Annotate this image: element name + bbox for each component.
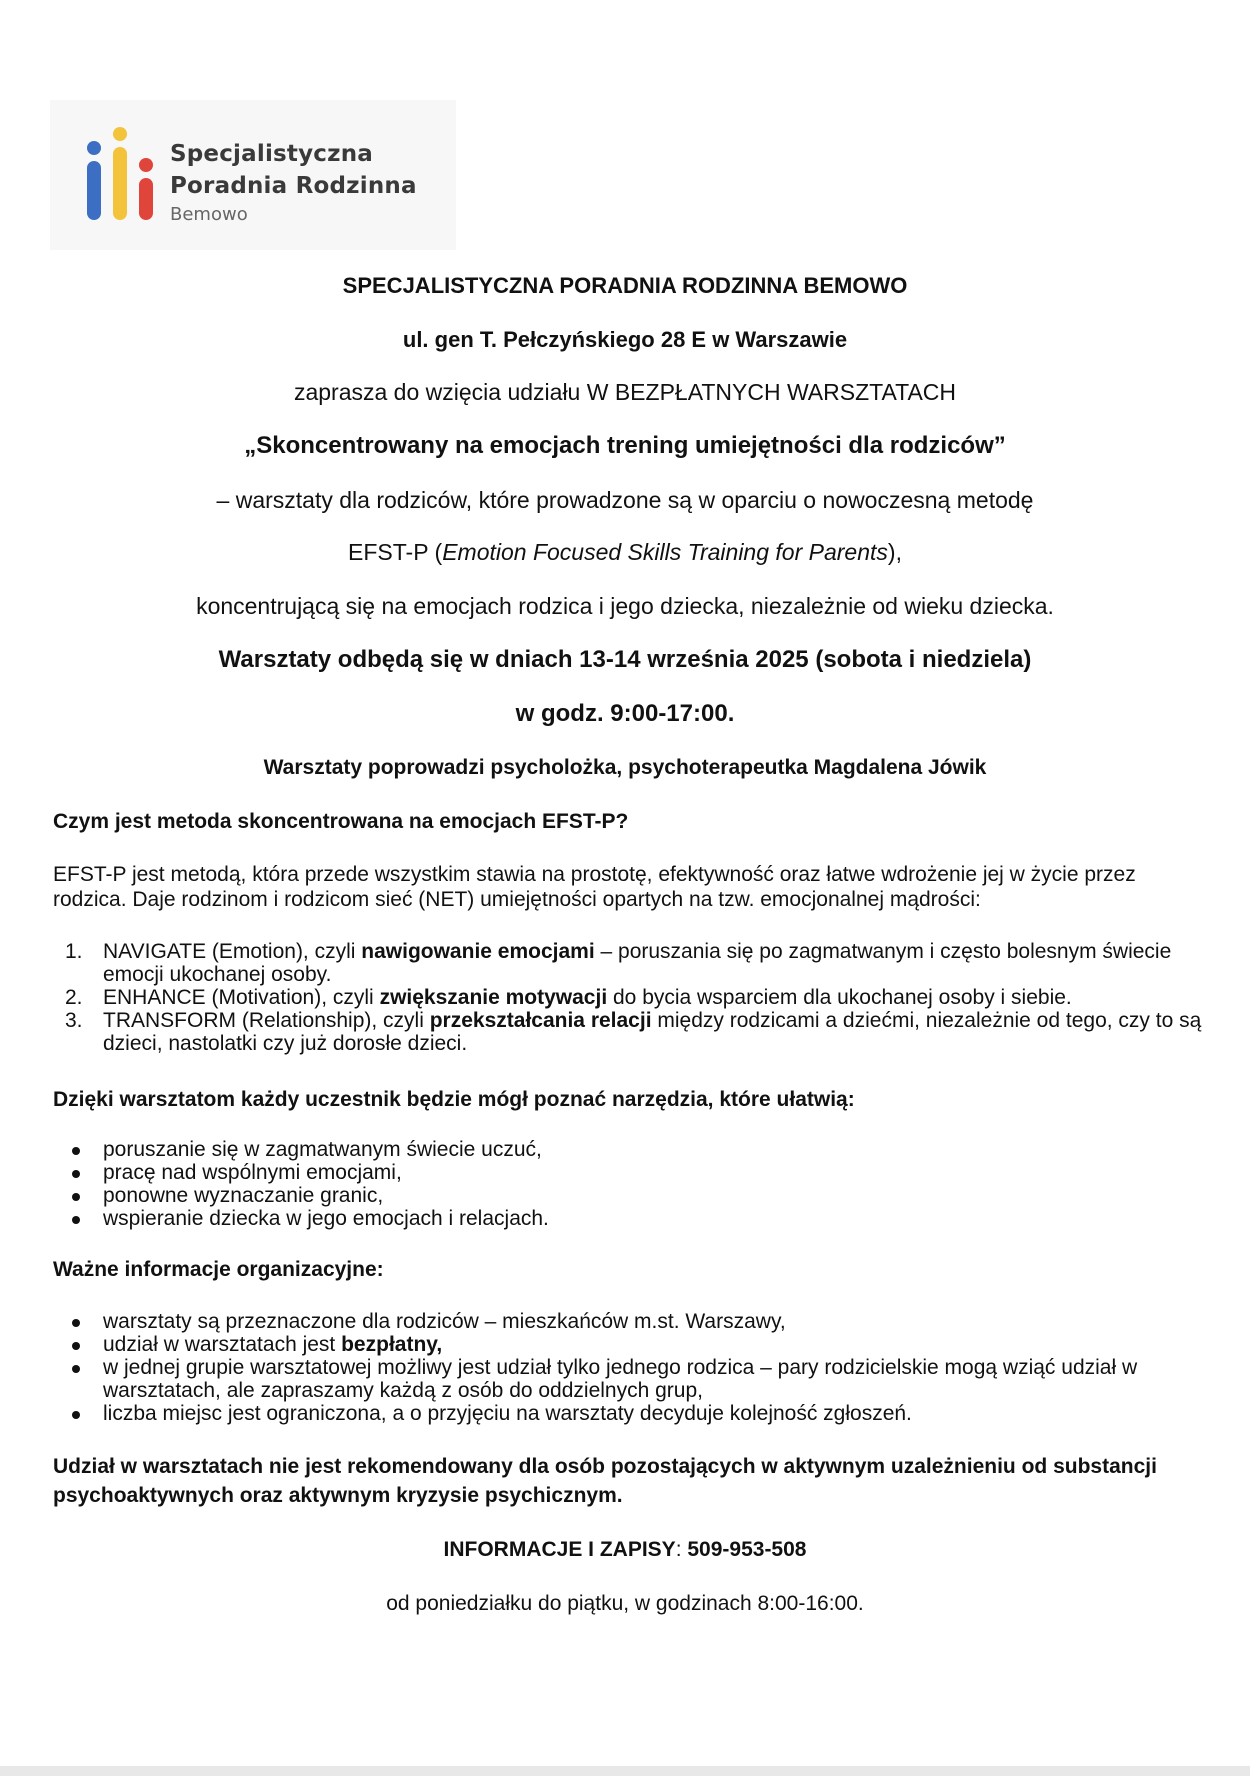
- warning-text: Udział w warsztatach nie jest rekomendowany dla osób pozostających w aktywnym uzależnieniu od substancji psychoaktywnych oraz aktywnym kryzysie psychicznym.: [53, 1455, 1157, 1507]
- list-item: [53, 940, 1203, 986]
- info-list: [53, 1310, 1203, 1425]
- item-text: warsztaty są przeznaczone dla rodziców – mieszkańców m.st. Warszawy,: [103, 1310, 786, 1333]
- bullet-icon: [72, 1365, 80, 1373]
- item-text: ENHANCE (Motivation), czyli: [103, 986, 380, 1009]
- item-bold: bezpłatny,: [341, 1333, 443, 1356]
- list-item: [53, 1333, 1203, 1356]
- item-text: udział w warsztatach jest: [103, 1333, 342, 1356]
- item-text: TRANSFORM (Relationship), czyli: [103, 1009, 430, 1032]
- workshop-title: „Skoncentrowany na emocjach trening umiejętności dla rodziców”: [244, 432, 1006, 459]
- list-item: [53, 1161, 1203, 1184]
- list-item: [53, 1402, 1203, 1425]
- item-bold: zwiększanie motywacji: [379, 986, 608, 1009]
- list-number: 1.: [65, 940, 83, 963]
- item-text: między rodzicami a dziećmi, niezależnie od tego, czy to są dzieci, nastolatki czy już dorosłe dzieci.: [103, 1009, 1202, 1055]
- description-line-1: – warsztaty dla rodziców, które prowadzone są w oparciu o nowoczesną metodę: [216, 487, 1034, 513]
- tools-heading: Dzięki warsztatom każdy uczestnik będzie mógł poznać narzędzia, które ułatwią:: [53, 1088, 855, 1111]
- item-text: ponowne wyznaczanie granic,: [103, 1184, 384, 1207]
- list-item: [53, 1138, 1203, 1161]
- list-item: [53, 1009, 1203, 1055]
- logo-mark-icon: [80, 125, 170, 225]
- contact-line: [0, 1536, 1250, 1564]
- page-bottom-edge: [0, 1766, 1250, 1776]
- logo: [50, 100, 456, 250]
- bullet-icon: [72, 1411, 80, 1419]
- tools-list: [53, 1138, 1203, 1230]
- contact-hours: od poniedziałku do piątku, w godzinach 8:00-16:00.: [386, 1592, 864, 1615]
- item-text: wspieranie dziecka w jego emocjach i relacjach.: [103, 1207, 549, 1230]
- bullet-icon: [72, 1170, 80, 1178]
- item-text: do bycia wsparciem dla ukochanej osoby i siebie.: [607, 986, 1072, 1009]
- logo-line-2: Poradnia Rodzinna: [170, 173, 417, 199]
- method-suffix: ),: [887, 539, 902, 565]
- workshop-leader: Warsztaty poprowadzi psycholożka, psychoterapeutka Magdalena Jówik: [263, 756, 987, 779]
- logo-line-1: Specjalistyczna: [170, 141, 374, 167]
- bullet-icon: [72, 1147, 80, 1155]
- clinic-title: SPECJALISTYCZNA PORADNIA RODZINNA BEMOWO: [342, 273, 908, 298]
- method-intro: EFST-P jest metodą, która przede wszystkim stawia na prostotę, efektywność oraz łatwe wdrożenie jej w życie przez rodzica. Daje rodzinom i rodzicom sieć (NET) umiejętności opartych na tzw. emocjonalnej mądrości:: [53, 863, 1136, 911]
- list-item: [53, 986, 1203, 1009]
- workshop-hours: w godz. 9:00-17:00.: [515, 700, 735, 727]
- list-item: [53, 1356, 1203, 1402]
- workshop-dates: Warsztaty odbędą się w dniach 13-14 września 2025 (sobota i niedziela): [218, 646, 1032, 673]
- contact-label: INFORMACJE I ZAPISY: [443, 1538, 676, 1561]
- invite-text: zaprasza do wzięcia udziału W BEZPŁATNYCH WARSZTATACH: [293, 379, 957, 405]
- bullet-icon: [72, 1216, 80, 1224]
- contact-phone: 509-953-508: [687, 1538, 807, 1561]
- item-text: NAVIGATE (Emotion), czyli: [103, 940, 362, 963]
- info-heading: Ważne informacje organizacyjne:: [53, 1258, 384, 1281]
- list-item: [53, 1310, 1203, 1333]
- method-prefix: EFST-P (: [348, 539, 443, 565]
- bullet-icon: [72, 1193, 80, 1201]
- contact-separator: :: [675, 1538, 688, 1561]
- item-bold: przekształcania relacji: [429, 1009, 652, 1032]
- item-text: poruszanie się w zagmatwanym świecie uczuć,: [103, 1138, 542, 1161]
- list-item: [53, 1184, 1203, 1207]
- logo-line-3: Bemowo: [170, 204, 248, 225]
- item-text: liczba miejsc jest ograniczona, a o przyjęciu na warsztaty decyduje kolejność zgłoszeń.: [103, 1402, 912, 1425]
- method-line: [0, 538, 1250, 566]
- method-heading: Czym jest metoda skoncentrowana na emocjach EFST-P?: [53, 810, 629, 833]
- item-text: pracę nad wspólnymi emocjami,: [103, 1161, 402, 1184]
- list-number: 3.: [65, 1009, 83, 1032]
- item-text: – poruszania się po zagmatwanym i często bolesnym świecie emocji ukochanej osoby.: [103, 940, 1172, 986]
- item-text: w jednej grupie warsztatowej możliwy jest udział tylko jednego rodzica – pary rodzicielskie mogą wziąć udział w warsztatach, ale zapraszamy każdą z osób do oddzielnych grup,: [103, 1356, 1138, 1402]
- clinic-address: ul. gen T. Pełczyńskiego 28 E w Warszawie: [402, 327, 848, 352]
- bullet-icon: [72, 1342, 80, 1350]
- method-list: [53, 940, 1203, 1055]
- list-item: [53, 1207, 1203, 1230]
- item-bold: nawigowanie emocjami: [361, 940, 595, 963]
- method-name: Emotion Focused Skills Training for Parents: [442, 539, 888, 565]
- list-number: 2.: [65, 986, 83, 1009]
- description-line-3: koncentrującą się na emocjach rodzica i jego dziecka, niezależnie od wieku dziecka.: [196, 593, 1054, 619]
- bullet-icon: [72, 1319, 80, 1327]
